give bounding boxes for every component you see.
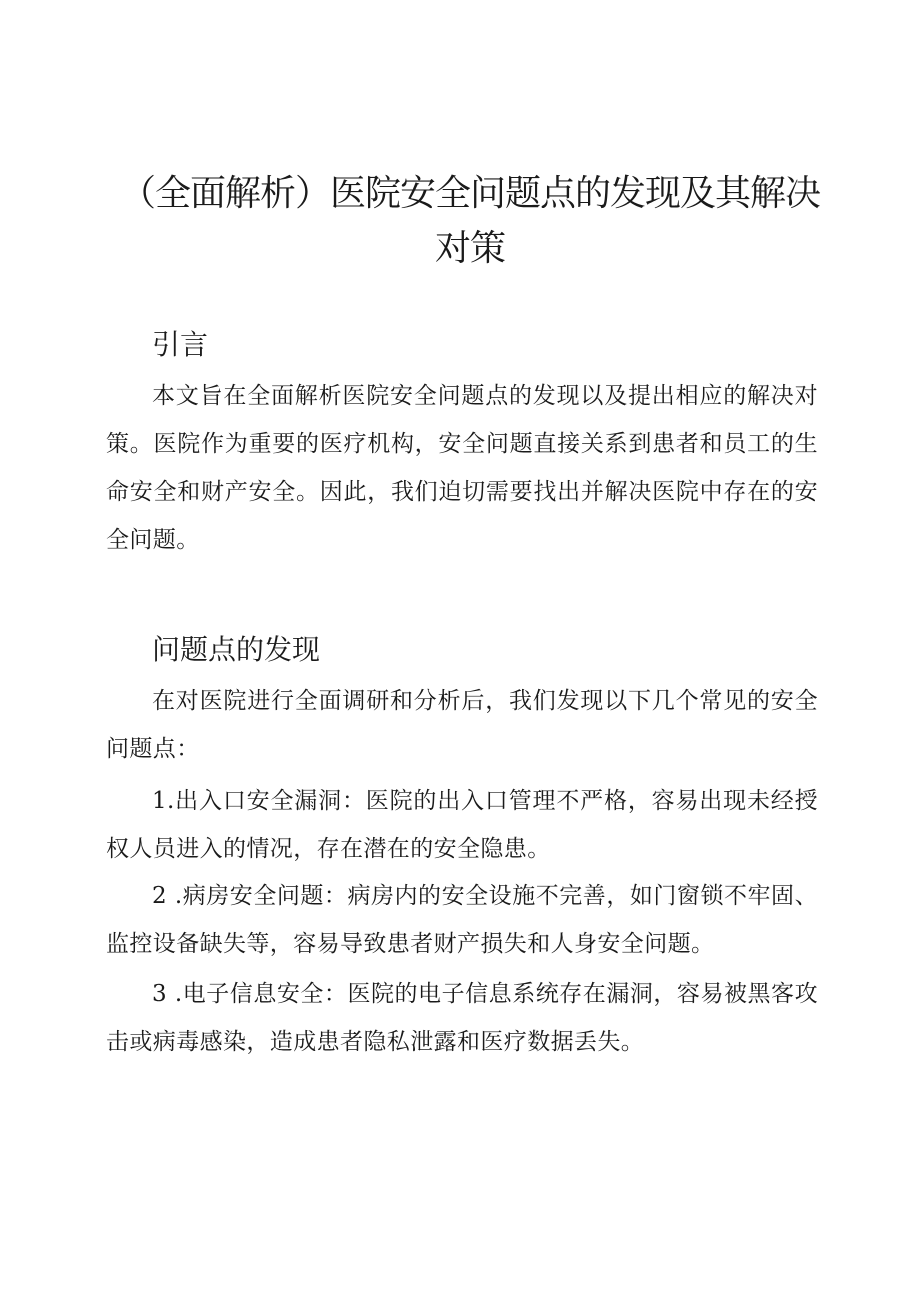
document-title: （全面解析）医院安全问题点的发现及其解决对策 [120,173,821,269]
section-heading-introduction: 引言 [152,328,209,361]
discovery-intro-paragraph: 在对医院进行全面调研和分析后，我们发现以下几个常见的安全问题点： [106,688,818,762]
problem-item-electronic-information-security: 3 .电子信息安全：医院的电子信息系统存在漏洞，容易被黑客攻击或病毒感染，造成患者隐私泄露和医疗数据丢失。 [106,981,818,1055]
introduction-paragraph: 本文旨在全面解析医院安全问题点的发现以及提出相应的解决对策。医院作为重要的医疗机构，安全问题直接关系到患者和员工的生命安全和财产安全。因此，我们迫切需要找出并解决医院中存在的安全问题。 [106,383,818,553]
problem-item-ward-security: 2 .病房安全问题：病房内的安全设施不完善，如门窗锁不牢固、监控设备缺失等，容易导致患者财产损失和人身安全问题。 [106,883,818,957]
section-heading-problem-discovery: 问题点的发现 [152,633,321,666]
problem-item-entrance-security: 1.出入口安全漏洞：医院的出入口管理不严格，容易出现未经授权人员进入的情况，存在潜在的安全隐患。 [106,788,818,862]
